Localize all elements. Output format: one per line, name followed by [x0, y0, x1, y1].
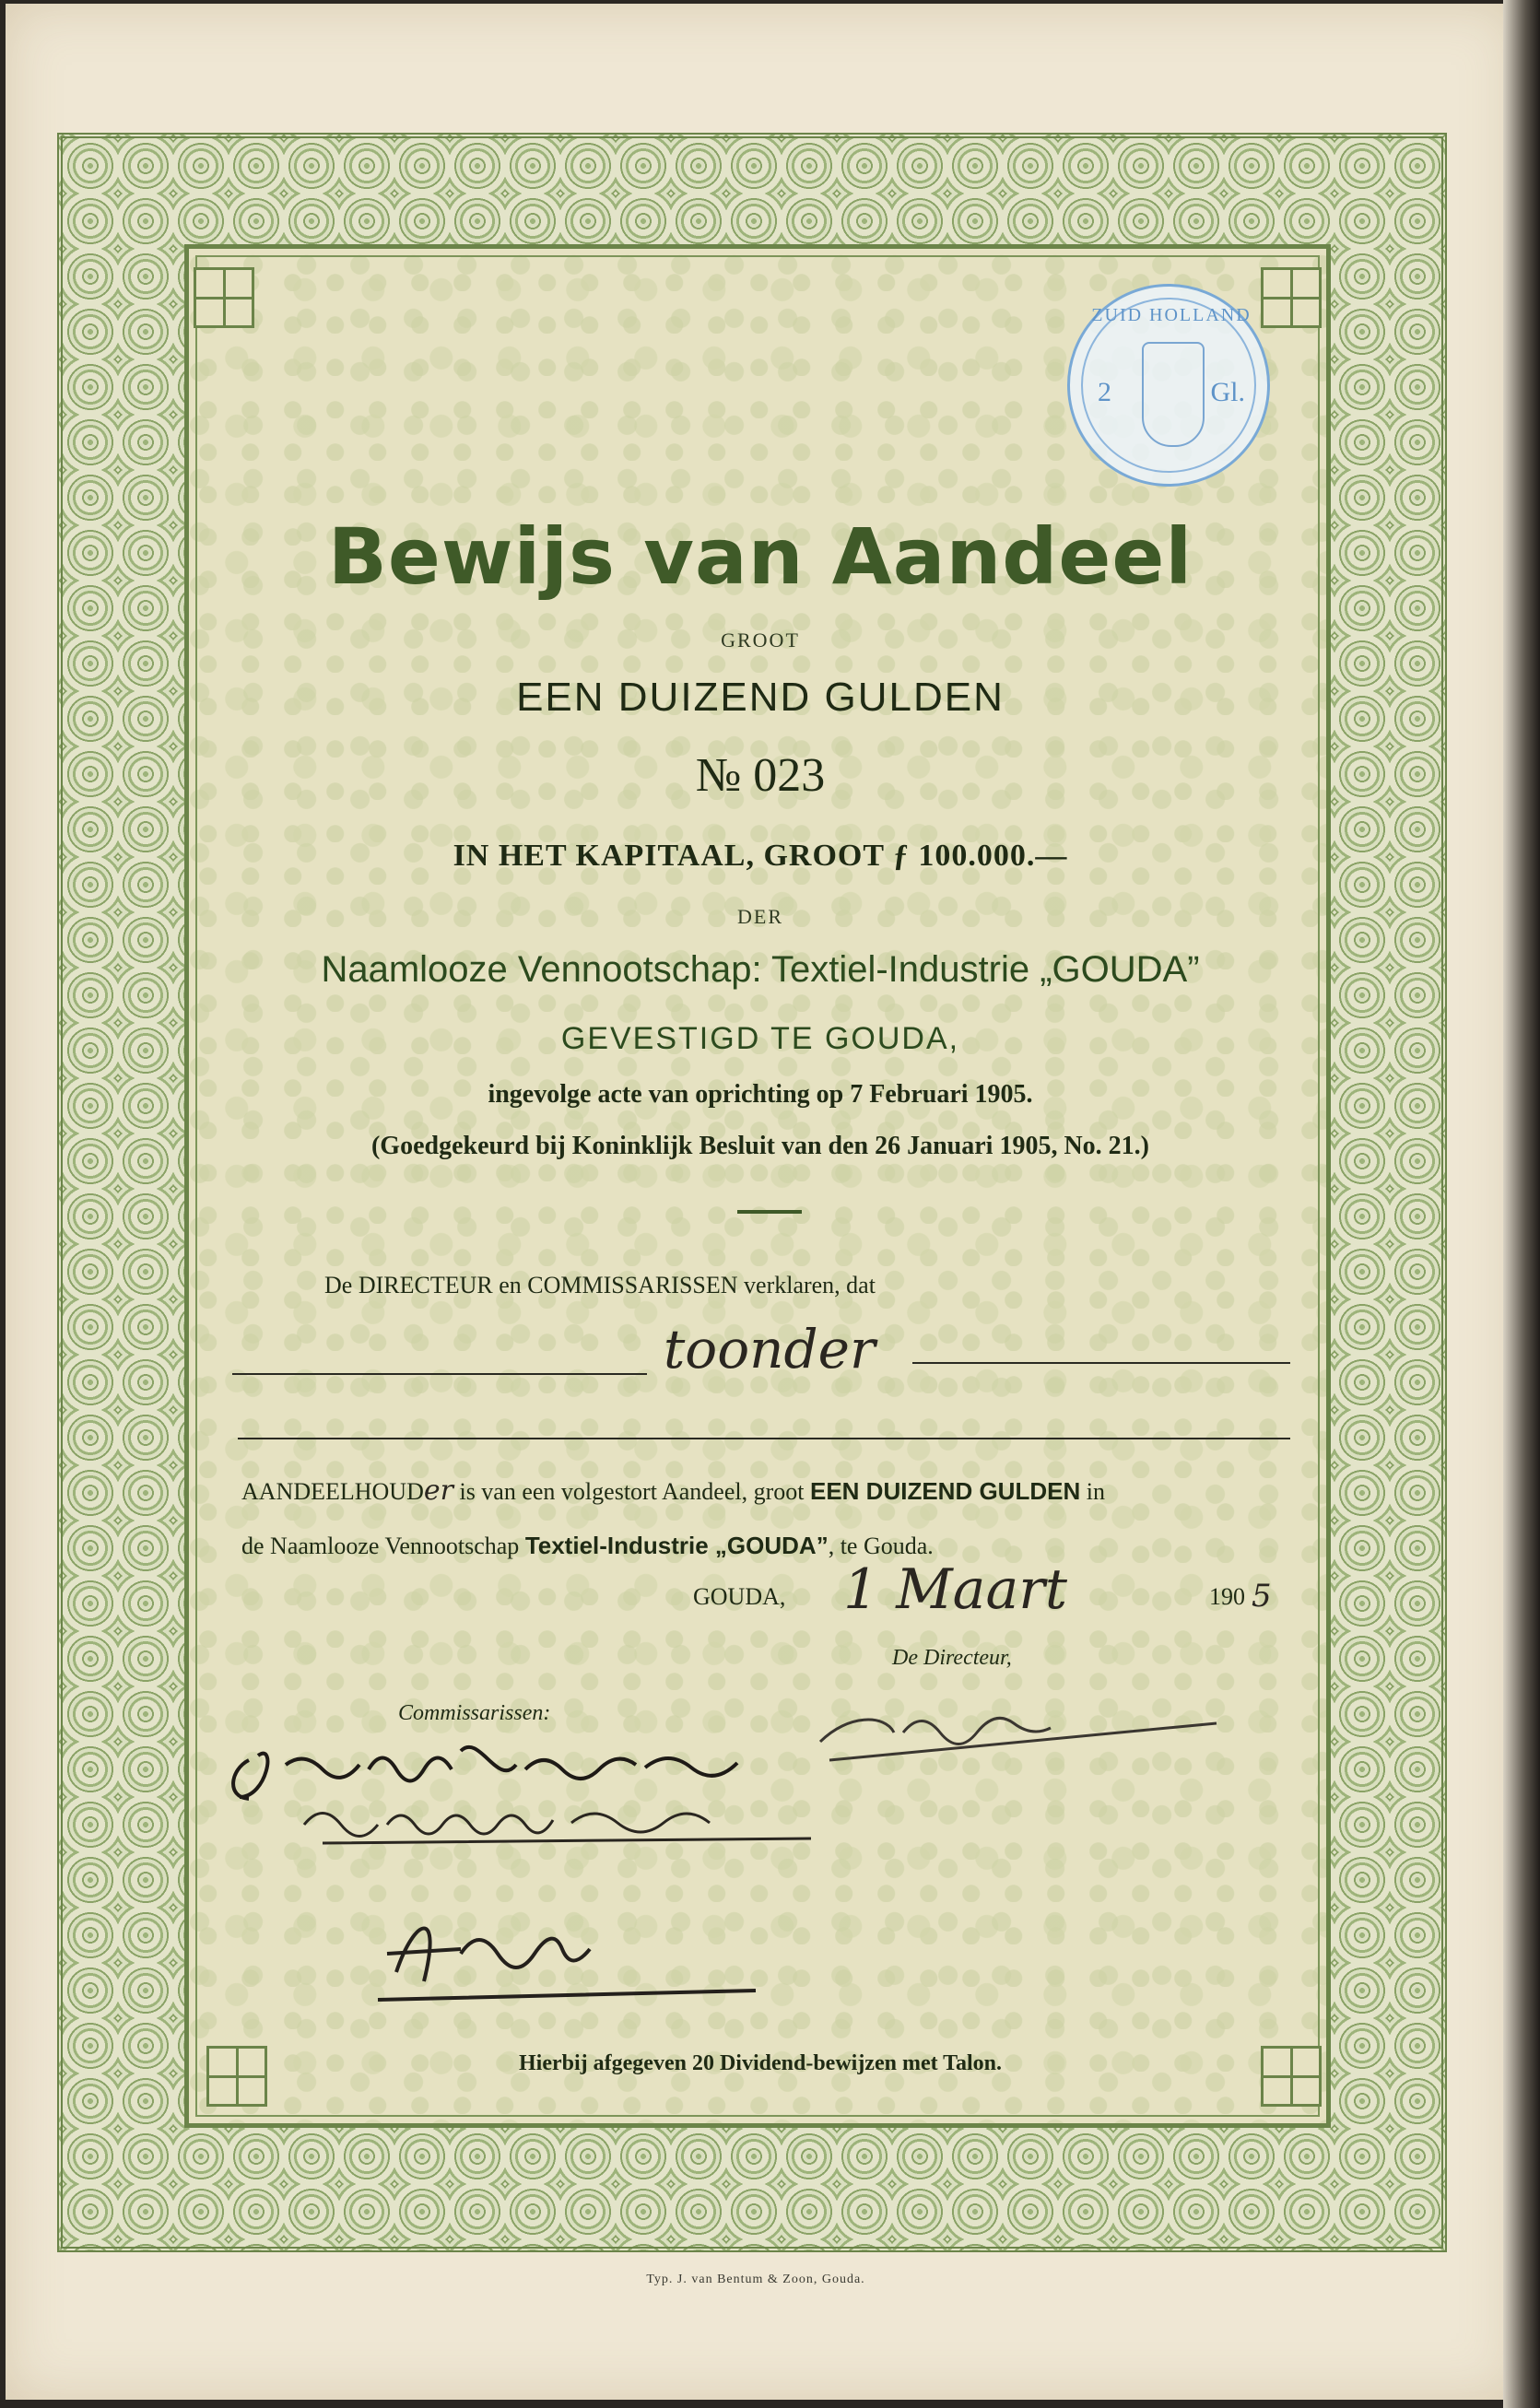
- capital-line: IN HET KAPITAAL, GROOT ƒ 100.000.—: [453, 839, 1068, 873]
- holder-suffix-handwritten: er: [423, 1474, 453, 1507]
- certificate-number: № 023: [695, 749, 826, 802]
- company-line-bold: Textiel-Industrie „GOUDA”: [524, 1532, 829, 1559]
- section-divider: [737, 1210, 802, 1214]
- signature-commissioner-1: [221, 1723, 793, 1806]
- signature-director: [811, 1696, 1235, 1769]
- commissioners-label: Commissarissen:: [398, 1701, 551, 1725]
- declaration-text: De DIRECTEUR en COMMISSARISSEN verklaren, dat: [324, 1272, 876, 1298]
- revenue-stamp: [1067, 284, 1270, 487]
- signature-commissioner-3: [359, 1898, 765, 2009]
- date-handwritten: 1 Maart: [843, 1557, 1068, 1622]
- holder-statement: [241, 1474, 1301, 1507]
- director-label: De Directeur,: [892, 1646, 1012, 1670]
- der-label: DER: [737, 905, 783, 928]
- holder-prefix: AANDEELHOUD: [241, 1478, 424, 1505]
- dividend-note: Hierbij afgegeven 20 Dividend-bewijzen met Talon.: [519, 2051, 1002, 2075]
- corner-ornament-top-left: [194, 267, 254, 328]
- holder-line-right: [912, 1362, 1290, 1364]
- company-line: [241, 1532, 934, 1560]
- amount-words: EEN DUIZEND GULDEN: [516, 675, 1005, 720]
- coat-of-arms-icon: [1142, 342, 1205, 447]
- holder-text: is van een volgestort Aandeel, groot: [453, 1478, 810, 1505]
- year-printed: 190: [1209, 1583, 1245, 1610]
- groot-label: GROOT: [721, 628, 800, 652]
- printer-imprint: Typ. J. van Bentum & Zoon, Gouda.: [646, 2273, 865, 2286]
- year-suffix-handwritten: 5: [1252, 1578, 1272, 1615]
- approval-line: (Goedgekeurd bij Koninklijk Besluit van den 26 Januari 1905, No. 21.): [370, 1132, 1149, 1160]
- company-line-prefix: de Naamlooze Vennootschap: [241, 1533, 525, 1559]
- certificate-title: Bewijs van Aandeel: [327, 511, 1193, 602]
- stamp-currency: Gl.: [1210, 377, 1245, 407]
- stamp-arc-text: ZUID HOLLAND: [1091, 305, 1252, 325]
- stamp-value: 2: [1098, 377, 1111, 407]
- holder-amount: EEN DUIZEND GULDEN: [810, 1477, 1081, 1505]
- company-seat: GEVESTIGD TE GOUDA,: [560, 1021, 960, 1056]
- paper-edge-shadow: [1503, 0, 1540, 2408]
- company-line-suffix: , te Gouda.: [828, 1533, 934, 1559]
- signature-commissioner-2: [295, 1797, 829, 1852]
- deed-line: ingevolge acte van oprichting op 7 Februari 1905.: [488, 1080, 1033, 1109]
- place-label: GOUDA,: [693, 1583, 786, 1610]
- holder-text-end: in: [1080, 1478, 1105, 1505]
- holder-name-handwritten: toonder: [664, 1318, 876, 1380]
- holder-line-left: [232, 1373, 647, 1375]
- company-name: Naamlooze Vennootschap: Textiel-Industrie „GOUDA”: [321, 949, 1200, 990]
- holder-line-second: [238, 1438, 1290, 1439]
